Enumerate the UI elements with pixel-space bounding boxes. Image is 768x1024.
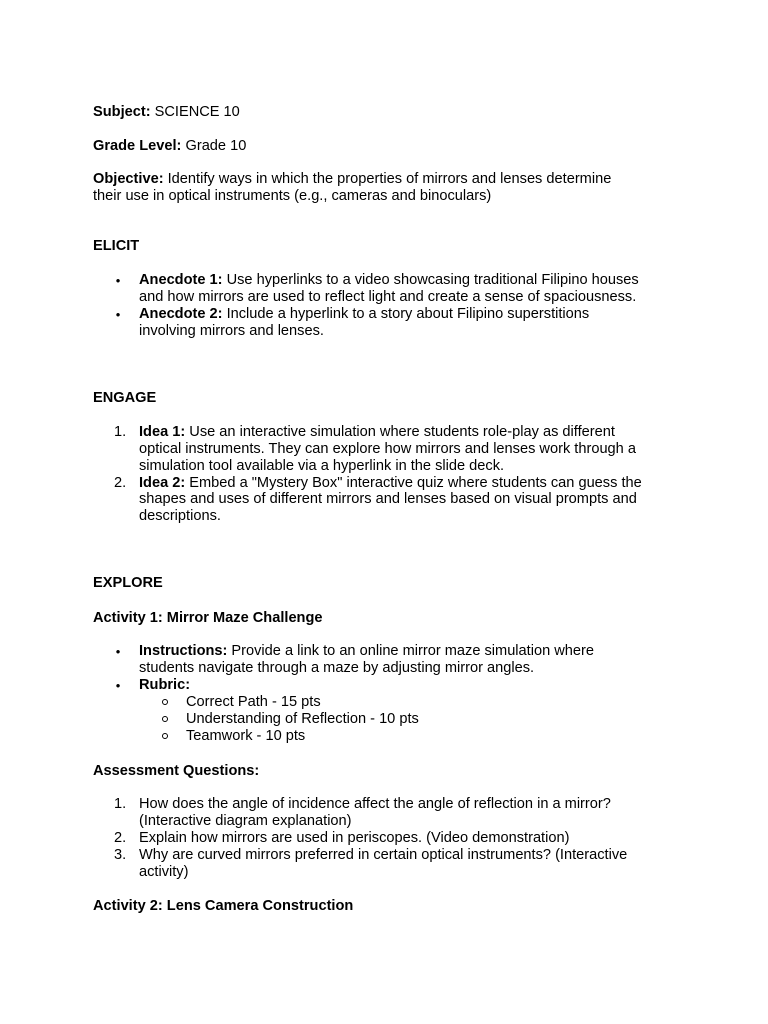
engage-item-2-text: Embed a "Mystery Box" interactive quiz where students can guess the: [185, 475, 642, 491]
bullet-icon: •: [115, 273, 121, 288]
subject-label: Subject:: [93, 104, 151, 120]
objective-label: Objective:: [93, 171, 164, 187]
rubric-label: Rubric:: [139, 677, 191, 693]
elicit-heading: ELICIT: [93, 238, 140, 254]
question-2-number: 2.: [114, 830, 127, 846]
question-1-line-1: How does the angle of incidence affect the angle of reflection in a mirror?: [139, 796, 611, 812]
grade-label: Grade Level:: [93, 138, 182, 154]
bullet-icon: •: [115, 678, 121, 693]
rubric-item: Correct Path - 15 pts: [186, 694, 321, 710]
objective-text-1: Identify ways in which the properties of mirrors and lenses determine: [163, 171, 612, 187]
grade-value: Grade 10: [181, 138, 247, 154]
objective-line-1: [93, 171, 611, 188]
subject-line: [93, 104, 240, 121]
question-3-line-2: activity): [139, 864, 189, 880]
rubric-item: Understanding of Reflection - 10 pts: [186, 711, 419, 727]
question-2-line-1: Explain how mirrors are used in periscopes. (Video demonstration): [139, 830, 570, 846]
elicit-item-2-label: Anecdote 2:: [139, 306, 223, 322]
engage-item-2-line-1: [139, 475, 642, 492]
bullet-icon: •: [115, 307, 121, 322]
engage-item-2-label: Idea 2:: [139, 475, 186, 491]
engage-item-2-line-3: descriptions.: [139, 508, 221, 524]
elicit-item-1-label: Anecdote 1:: [139, 272, 223, 288]
elicit-item-2-line-1: [139, 306, 589, 323]
engage-item-1-line-2: optical instruments. They can explore how mirrors and lenses work through a: [139, 441, 636, 457]
elicit-item-1-text: Use hyperlinks to a video showcasing traditional Filipino houses: [222, 272, 639, 288]
question-3-number: 3.: [114, 847, 127, 863]
bullet-icon: •: [115, 644, 121, 659]
engage-item-1-text: Use an interactive simulation where students role-play as different: [185, 424, 615, 440]
instructions-label: Instructions:: [139, 643, 228, 659]
circle-bullet-icon: [162, 733, 168, 739]
activity-2-title: Activity 2: Lens Camera Construction: [93, 898, 354, 914]
subject-value: SCIENCE 10: [150, 104, 240, 120]
instructions-line-2: students navigate through a maze by adjusting mirror angles.: [139, 660, 535, 676]
instructions-line-1: [139, 643, 594, 660]
activity-1-title: Activity 1: Mirror Maze Challenge: [93, 610, 323, 626]
rubric-item: Teamwork - 10 pts: [186, 728, 306, 744]
engage-item-1-label: Idea 1:: [139, 424, 186, 440]
question-3-line-1: Why are curved mirrors preferred in certain optical instruments? (Interactive: [139, 847, 628, 863]
explore-heading: EXPLORE: [93, 575, 163, 591]
engage-item-2-number: 2.: [114, 475, 127, 491]
circle-bullet-icon: [162, 716, 168, 722]
circle-bullet-icon: [162, 699, 168, 705]
engage-item-1-line-1: [139, 424, 615, 441]
instructions-text: Provide a link to an online mirror maze simulation where: [227, 643, 595, 659]
elicit-item-1-line-1: [139, 272, 639, 289]
question-1-line-2: (Interactive diagram explanation): [139, 813, 352, 829]
elicit-item-2-line-2: involving mirrors and lenses.: [139, 323, 324, 339]
elicit-item-1-line-2: and how mirrors are used to reflect light and create a sense of spaciousness.: [139, 289, 637, 305]
engage-item-2-line-2: shapes and uses of different mirrors and lenses based on visual prompts and: [139, 491, 637, 507]
objective-line-2: their use in optical instruments (e.g., cameras and binoculars): [93, 188, 492, 204]
assessment-title: Assessment Questions:: [93, 763, 260, 779]
elicit-item-2-text: Include a hyperlink to a story about Filipino superstitions: [222, 306, 590, 322]
question-1-number: 1.: [114, 796, 127, 812]
engage-item-1-number: 1.: [114, 424, 127, 440]
grade-line: [93, 138, 246, 155]
engage-item-1-line-3: simulation tool available via a hyperlink in the slide deck.: [139, 458, 505, 474]
engage-heading: ENGAGE: [93, 390, 157, 406]
